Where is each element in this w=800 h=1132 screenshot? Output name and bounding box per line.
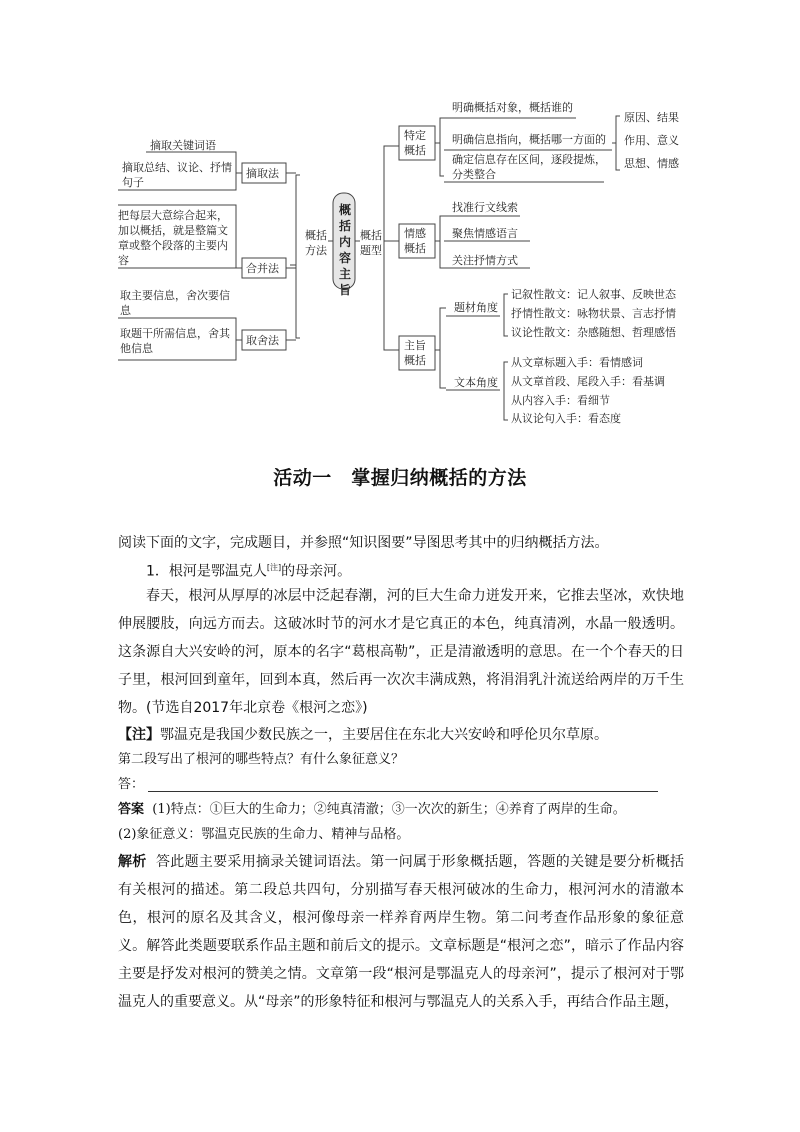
specific-item: 明确概括对象，概括谁的 — [452, 101, 573, 114]
question-title-text: 的母亲河。 — [281, 563, 352, 580]
note — [118, 723, 684, 748]
passage-text: 春天，根河从厚厚的冰层中泛起春潮，河的巨大生命力迸发开来，它推去坚冰，欢快地伸展腰肢，向远方而去。这破冰时节的河水才是它真正的本色，纯真清冽，水晶一般透明。这条源自大兴安岭的河，原本的名字“葛根高勒”，正是清澈透明的意思。在一个个春天的日子里，根河回到童年，回到本真，然后再一次次丰满成熟，将涓涓乳汁流送给两岸的万千生物。(节选自2017年北京卷《根河之恋》) — [118, 588, 684, 716]
theme-angle: 题材角度 — [454, 301, 498, 314]
answer-blank — [118, 772, 684, 797]
analysis — [118, 848, 684, 1016]
analysis-label: 解析 — [118, 854, 147, 870]
knowledge-mindmap — [0, 0, 800, 440]
theme-angle-item: 从内容入手：看细节 — [511, 394, 610, 407]
question-title-text: 1．根河是鄂温克人 — [146, 563, 267, 580]
note-text: 鄂温克是我国少数民族之一，主要居住在东北大兴安岭和呼伦贝尔草原。 — [160, 727, 608, 743]
answer-prompt: 答： — [118, 777, 145, 792]
note-marker: [注] — [266, 563, 282, 572]
mindmap-left-hub: 概括方法 — [305, 229, 327, 257]
note-label: 【注】 — [118, 727, 160, 743]
mindmap-right-hub: 概括题型 — [360, 229, 382, 257]
intro-text: 阅读下面的文字，完成题目，并参照“知识图要”导图思考其中的归纳概括方法。 — [118, 535, 609, 551]
mindmap-center: 概括内容主旨 — [338, 203, 351, 297]
theme-angle-item: 从文章标题入手：看情感词 — [511, 356, 643, 369]
answer-text-2: (2)象征意义：鄂温克民族的生命力、精神与品格。 — [118, 827, 410, 842]
method-extract: 摘取法 — [246, 167, 279, 180]
emotion-item: 找准行文线索 — [452, 201, 518, 214]
method-note: 摘取关键词语 — [150, 139, 216, 152]
type-theme: 主旨概括 — [404, 339, 426, 367]
method-note: 摘取总结、议论、抒情句子 — [122, 161, 232, 189]
answer-line[interactable] — [148, 777, 658, 792]
specific-sub: 思想、情感 — [624, 157, 679, 170]
type-specific: 特定概括 — [404, 129, 426, 157]
specific-item: 明确信息指向，概括哪一方面的 — [452, 133, 606, 146]
method-note: 把每层大意综合起来，加以概括，就是整篇文章或整个段落的主要内容 — [118, 209, 228, 267]
theme-angle: 文本角度 — [454, 376, 498, 389]
theme-angle-item: 记叙性散文：记人叙事、反映世态 — [511, 288, 676, 301]
specific-sub: 作用、意义 — [624, 134, 679, 147]
specific-sub: 原因、结果 — [624, 111, 679, 124]
method-note: 取题干所需信息，舍其他信息 — [120, 327, 230, 355]
method-note: 取主要信息，舍次要信息 — [120, 289, 230, 317]
theme-angle-item: 从文章首段、尾段入手：看基调 — [511, 375, 665, 388]
emotion-item: 聚焦情感语言 — [452, 227, 518, 240]
specific-item: 确定信息存在区间，逐段提炼，分类整合 — [452, 153, 606, 181]
theme-angle-item: 从议论句入手：看态度 — [511, 412, 621, 425]
method-merge: 合并法 — [246, 262, 279, 275]
question-text: 第二段写出了根河的哪些特点？有什么象征意义？ — [118, 752, 405, 767]
theme-angle-item: 抒情性散文：咏物状景、言志抒情 — [511, 307, 676, 320]
answer-label: 答案 — [118, 802, 145, 817]
type-emotion: 情感概括 — [404, 227, 426, 255]
answer-line-1 — [118, 797, 684, 822]
method-select: 取舍法 — [246, 334, 279, 347]
theme-angle-item: 议论性散文：杂感随想、哲理感悟 — [511, 326, 676, 339]
section-heading: 活动一 掌握归纳概括的方法 — [273, 467, 527, 489]
question-title — [118, 555, 684, 585]
analysis-text: 答此题主要采用摘录关键词语法。第一问属于形象概括题，答题的关键是要分析概括有关根河的描述。第二段总共四句，分别描写春天根河破冰的生命力，根河河水的清澈本色，根河的原名及其含义，根河像母亲一样养育两岸生物。第二问考查作品形象的象征意义。解答此类题要联系作品主题和前后文的提示。文章标题是“根河之恋”，暗示了作品内容主要是抒发对根河的赞美之情。文章第一段“根河是鄂温克人的母亲河”，提示了根河对于鄂温克人的重要意义。从“母亲”的形象特征和根河与鄂温克人的关系入手，再结合作品主题， — [118, 854, 685, 1010]
answer-text: (1)特点：①巨大的生命力；②纯真清澈；③一次次的新生；④养育了两岸的生命。 — [152, 802, 626, 817]
emotion-item: 关注抒情方式 — [452, 254, 518, 267]
